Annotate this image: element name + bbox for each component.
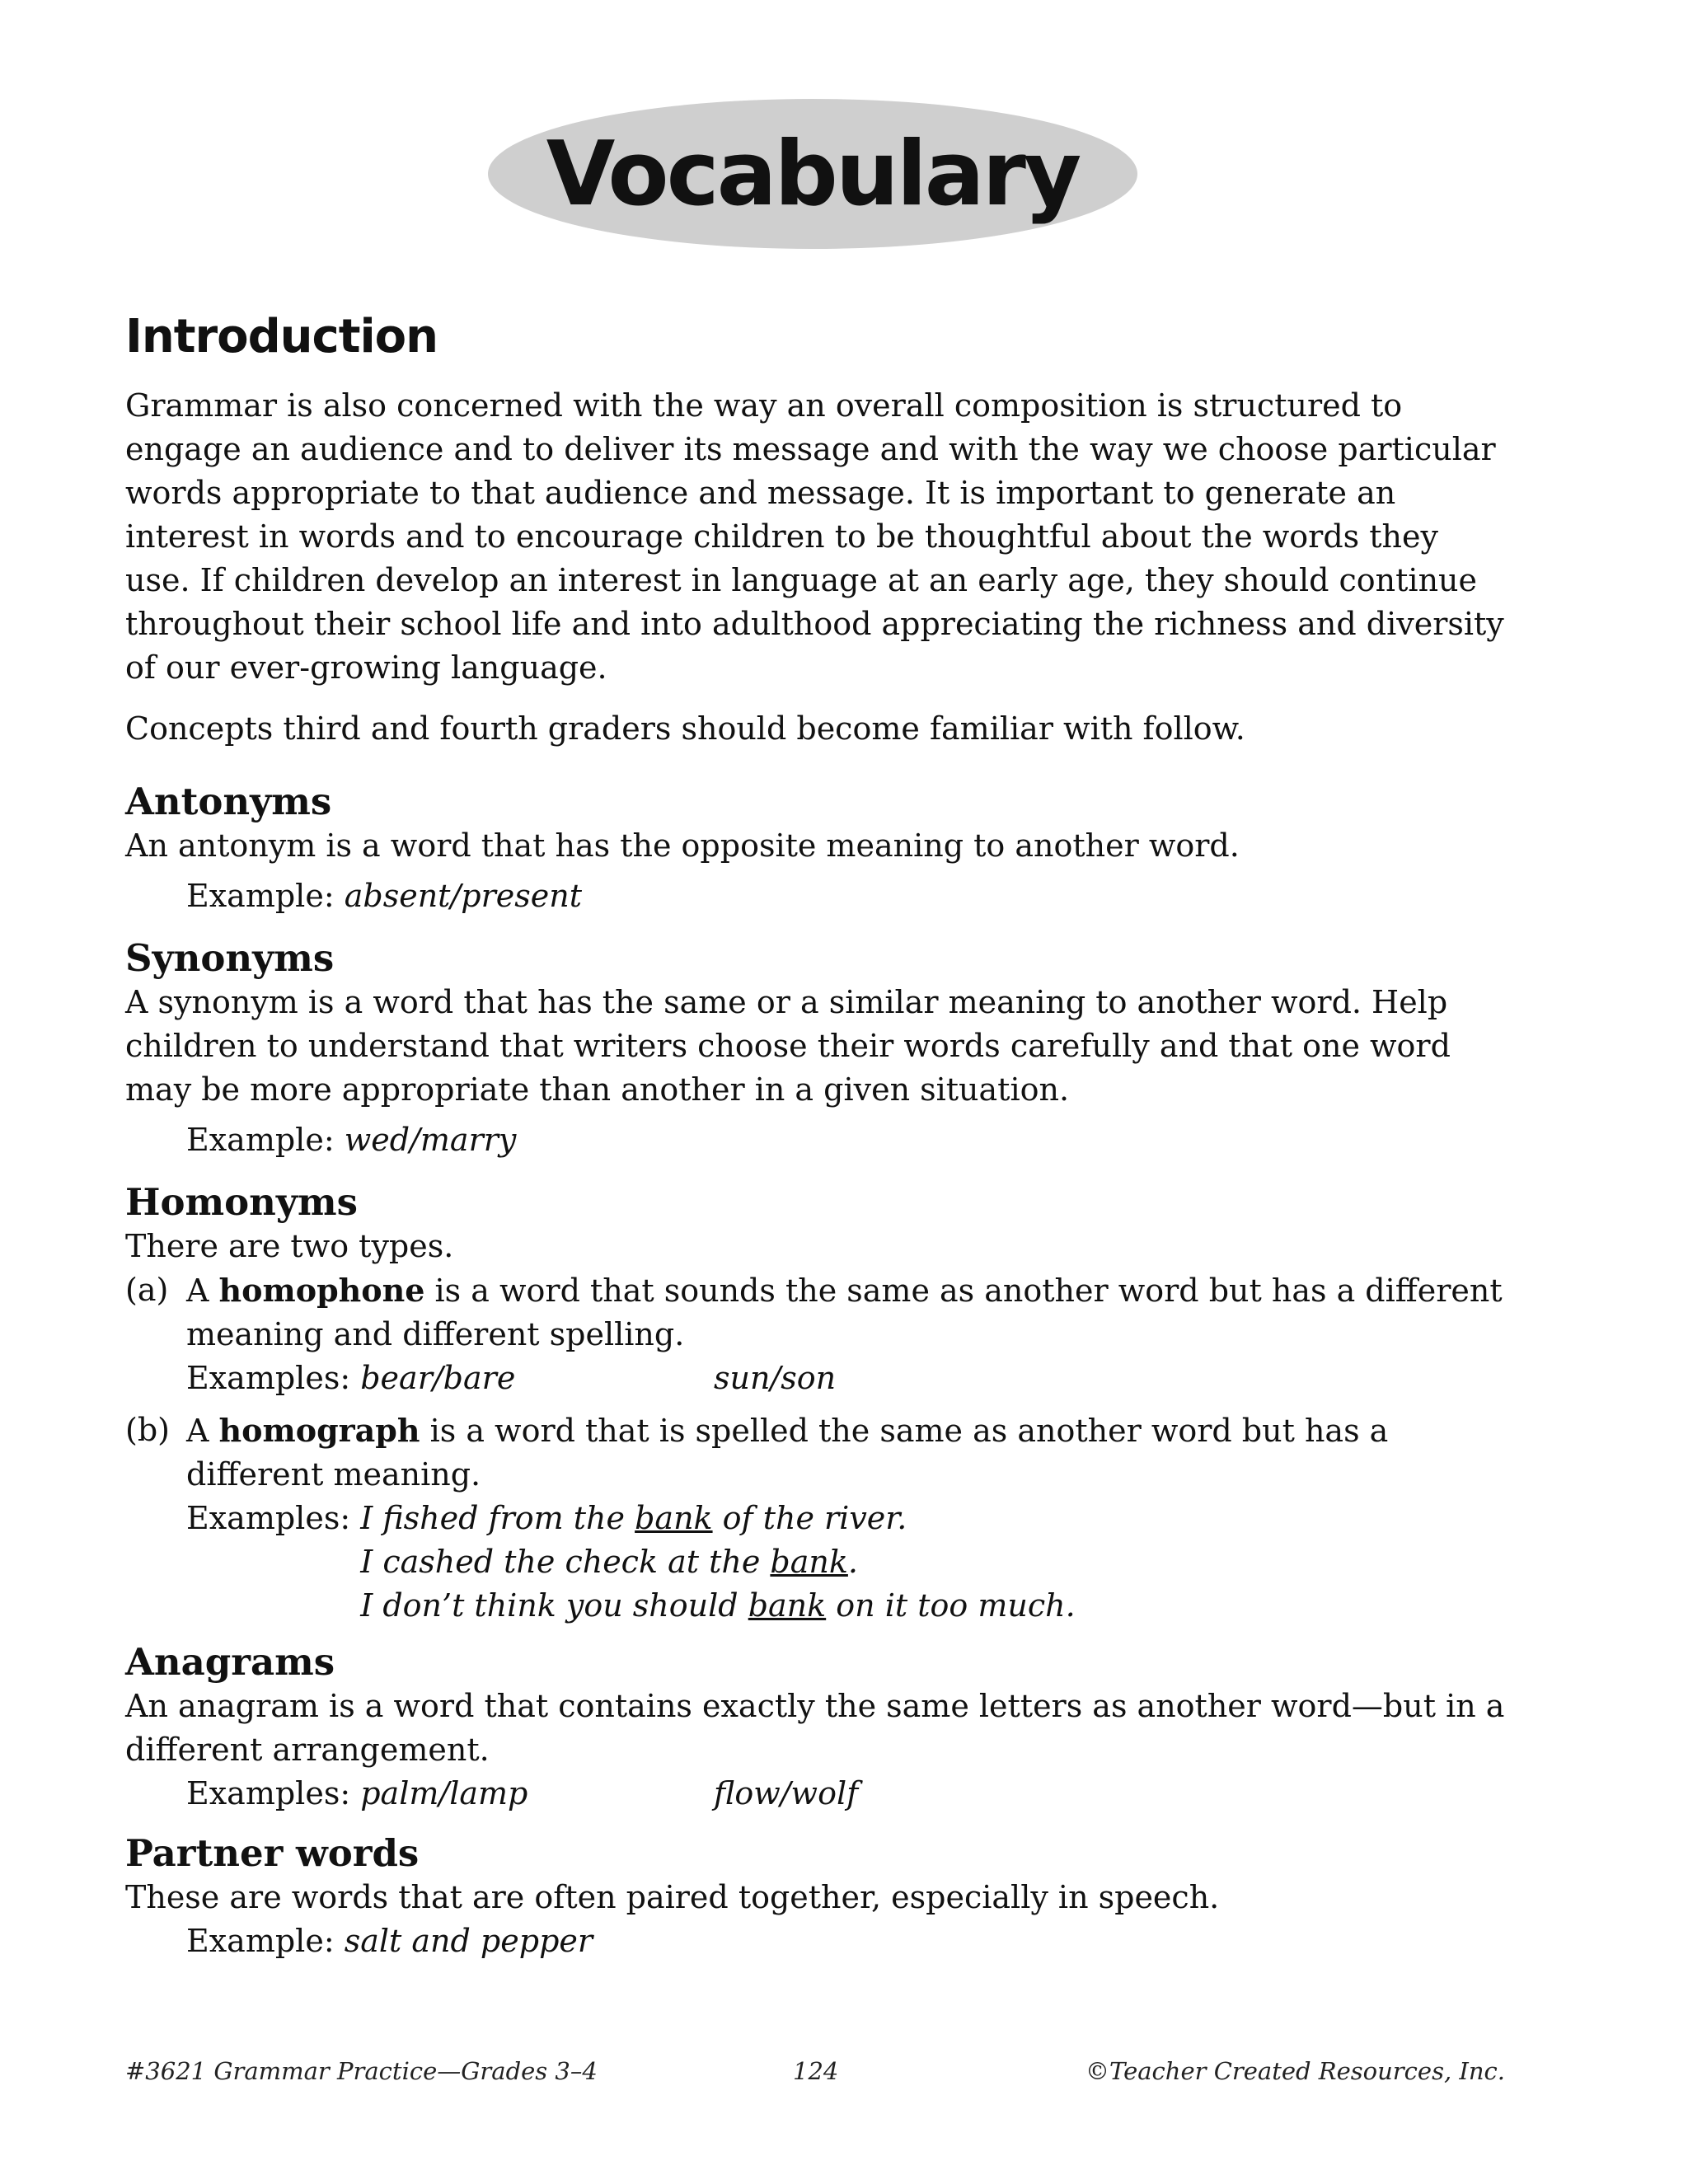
footer-book-title: #3621 Grammar Practice—Grades 3–4: [125, 2057, 598, 2085]
example-label: Example:: [186, 878, 335, 914]
anagrams-examples: [186, 1772, 1518, 1816]
example-sentence: I cashed the check at the bank.: [360, 1544, 858, 1580]
example-value: palm/lamp: [360, 1775, 528, 1811]
partner-words-section: [125, 1831, 1518, 1963]
example-value: bear/bare: [360, 1360, 516, 1396]
example-value: flow/wolf: [714, 1775, 859, 1811]
homophone-definition: is a word that sounds the same as another word but has a different meaning and different spelling.: [186, 1272, 1503, 1352]
item-lead: A: [186, 1413, 209, 1449]
underlined-word: bank: [748, 1587, 827, 1624]
homograph-term: homograph: [218, 1412, 420, 1449]
homophone-item: [125, 1268, 1518, 1400]
page-title: Vocabulary: [546, 122, 1080, 226]
homonyms-section: [125, 1180, 1518, 1628]
examples-label: Examples:: [186, 1775, 351, 1811]
antonyms-heading: Antonyms: [125, 780, 332, 823]
partner-words-heading: Partner words: [125, 1831, 420, 1875]
synonyms-example: [186, 1118, 1518, 1162]
item-lead: A: [186, 1272, 209, 1309]
example-value: sun/son: [714, 1360, 837, 1396]
partner-words-example: [186, 1919, 1518, 1963]
footer-copyright: ©Teacher Created Resources, Inc.: [1085, 2057, 1505, 2085]
synonyms-section: [125, 936, 1518, 1162]
introduction-paragraph: Grammar is also concerned with the way an overall composition is structured to engage an audience and to deliver its message and with the way we choose particular words appropriate to that audience and message. It is important to generate an interest in words and to encourage children to be thoughtful about the words they use. If children develop an interest in language at an early age, they should continue throughout their school life and into adulthood appreciating the richness and diversity of our ever-growing language.: [125, 387, 1504, 686]
anagrams-definition: An anagram is a word that contains exactly the same letters as another word—but in a different arrangement.: [125, 1688, 1505, 1768]
homophone-term: homophone: [218, 1272, 425, 1309]
example-value: salt and pepper: [344, 1923, 593, 1959]
examples-label: Examples:: [186, 1360, 351, 1396]
list-marker: (a): [125, 1272, 169, 1308]
footer-page-number: 124: [793, 2057, 839, 2085]
homograph-definition: is a word that is spelled the same as another word but has a different meaning.: [186, 1413, 1389, 1493]
synonyms-heading: Synonyms: [125, 936, 335, 980]
homonyms-intro: There are two types.: [125, 1228, 454, 1264]
example-value: wed/marry: [344, 1122, 517, 1158]
example-sentence: I don’t think you should bank on it too much.: [360, 1587, 1076, 1624]
homograph-sentences: [360, 1497, 1075, 1628]
introduction-heading: Introduction: [125, 310, 438, 363]
underlined-word: bank: [770, 1544, 848, 1580]
example-label: Example:: [186, 1122, 335, 1158]
example-label: Example:: [186, 1923, 335, 1959]
antonyms-section: [125, 780, 1518, 918]
synonyms-definition: A synonym is a word that has the same or a similar meaning to another word. Help children to understand that writers choose their words carefully and that one word may be more appropriate than another in a given situation.: [125, 984, 1451, 1108]
concepts-paragraph: Concepts third and fourth graders should become familiar with follow.: [125, 710, 1245, 747]
example-value: absent/present: [344, 878, 582, 914]
homonyms-heading: Homonyms: [125, 1180, 358, 1224]
example-sentence: I fished from the bank of the river.: [360, 1500, 907, 1536]
antonyms-example: [186, 874, 1518, 918]
anagrams-section: [125, 1640, 1518, 1816]
partner-words-definition: These are words that are often paired together, especially in speech.: [125, 1879, 1220, 1915]
list-marker: (b): [125, 1412, 170, 1448]
homograph-examples: [186, 1497, 1518, 1628]
antonyms-definition: An antonym is a word that has the opposite meaning to another word.: [125, 827, 1240, 864]
homophone-examples: [186, 1357, 1518, 1400]
homograph-item: [125, 1408, 1518, 1628]
underlined-word: bank: [635, 1500, 713, 1536]
examples-label: Examples:: [186, 1500, 351, 1536]
anagrams-heading: Anagrams: [125, 1640, 335, 1684]
